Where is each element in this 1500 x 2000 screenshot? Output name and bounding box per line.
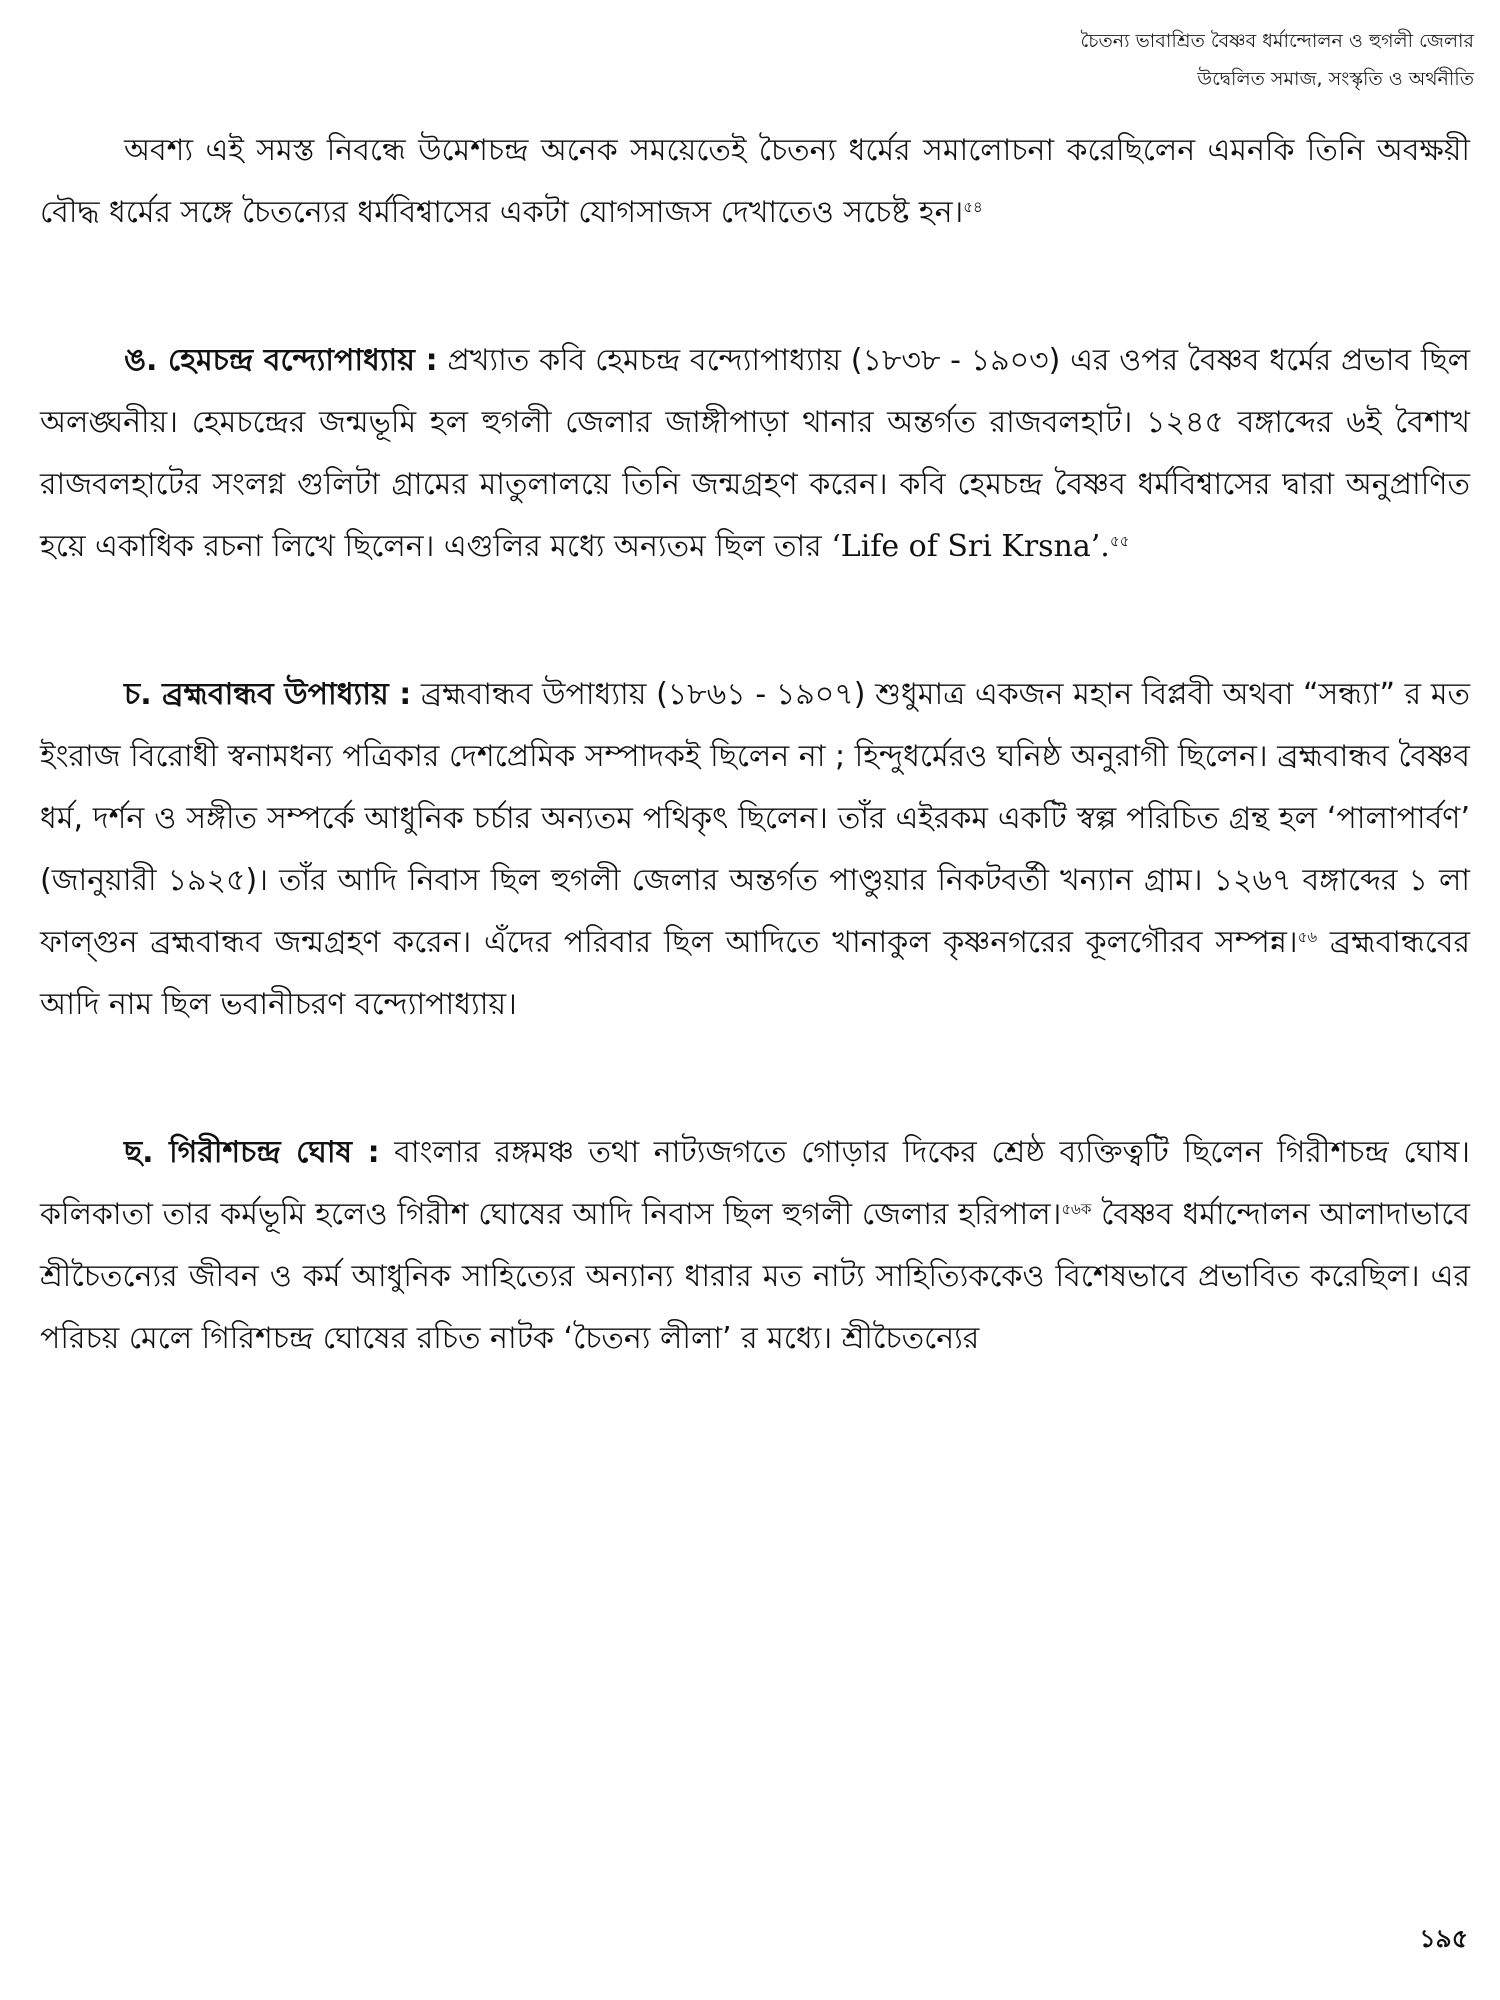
intro-paragraph bbox=[40, 120, 1470, 244]
running-head bbox=[714, 22, 1474, 98]
running-head-line-2: উদ্বেলিত সমাজ, সংস্কৃতি ও অর্থনীতি bbox=[1197, 68, 1474, 90]
footnote-54: ৫৪ bbox=[963, 198, 983, 216]
intro-text: অবশ্য এই সমস্ত নিবন্ধে উমেশচন্দ্র অনেক সময়েতেই চৈতন্য ধর্মের সমালোচনা করেছিলেন এমনকি তিনি অবক্ষয়ী বৌদ্ধ ধর্মের সঙ্গে চৈতন্যের ধর্মবিশ্বাসের একটা যোগসাজস দেখাতেও সচেষ্ট হন। bbox=[40, 133, 1470, 230]
section-heading-hemchandra: ঙ. হেমচন্দ্র বন্দ্যোপাধ্যায় : bbox=[124, 343, 438, 378]
section-girishchandra bbox=[40, 1122, 1470, 1370]
page-number: ১৯৫ bbox=[1419, 1924, 1468, 1953]
section-brahmabandhab bbox=[40, 664, 1470, 1036]
section-girishchandra-text-2: বৈষ্ণব ধর্মান্দোলন আলাদাভাবে শ্রীচৈতন্যের জীবন ও কর্ম আধুনিক সাহিত্যের অন্যান্য ধারার মত নাট্য সাহিত্যিককেও বিশেষভাবে প্রভাবিত করেছিল। এর পরিচয় মেলে গিরিশচন্দ্র ঘোষের রচিত নাটক ‘চৈতন্য লীলা’ র মধ্যে। শ্রীচৈতন্যের bbox=[40, 1197, 1470, 1356]
section-girishchandra-text-1: বাংলার রঙ্গমঞ্চ তথা নাট্যজগতে গোড়ার দিকের শ্রেষ্ঠ ব্যক্তিত্বটি ছিলেন গিরীশচন্দ্র ঘোষ। কলিকাতা তার কর্মভূমি হলেও গিরীশ ঘোষের আদি নিবাস ছিল হুগলী জেলার হরিপাল। bbox=[40, 1135, 1470, 1232]
section-heading-brahmabandhab: চ. ব্রহ্মবান্ধব উপাধ্যায় : bbox=[124, 677, 412, 712]
footnote-55: ৫৫ bbox=[1109, 532, 1130, 550]
section-brahmabandhab-text-2: ব্রহ্মবান্ধবের আদি নাম ছিল ভবানীচরণ বন্দ্যোপাধ্যায়। bbox=[40, 925, 1470, 1022]
section-heading-girishchandra: ছ. গিরীশচন্দ্র ঘোষ : bbox=[124, 1135, 380, 1170]
section-hemchandra bbox=[40, 330, 1470, 578]
running-head-line-1: চৈতন্য ভাবাশ্রিত বৈষ্ণব ধর্মান্দোলন ও হুগলী জেলার bbox=[1080, 30, 1474, 52]
page-body bbox=[40, 120, 1470, 1370]
work-title-life-of-sri-krsna: ‘Life of Sri Krsna’. bbox=[831, 529, 1110, 564]
section-hemchandra-text: প্রখ্যাত কবি হেমচন্দ্র বন্দ্যোপাধ্যায় (১৮৩৮ - ১৯০৩) এর ওপর বৈষ্ণব ধর্মের প্রভাব ছিল অলঙ্ঘনীয়। হেমচন্দ্রের জন্মভূমি হল হুগলী জেলার জাঙ্গীপাড়া থানার অন্তর্গত রাজবলহাট। ১২৪৫ বঙ্গাব্দের ৬ই বৈশাখ রাজবলহাটের সংলগ্ন গুলিটা গ্রামের মাতুলালয়ে তিনি জন্মগ্রহণ করেন। কবি হেমচন্দ্র বৈষ্ণব ধর্মবিশ্বাসের দ্বারা অনুপ্রাণিত হয়ে একাধিক রচনা লিখে ছিলেন। এগুলির মধ্যে অন্যতম ছিল তার bbox=[40, 343, 1470, 564]
section-brahmabandhab-text-1: ব্রহ্মবান্ধব উপাধ্যায় (১৮৬১ - ১৯০৭) শুধুমাত্র একজন মহান বিপ্লবী অথবা “সন্ধ্যা” র মত ইংরাজ বিরোধী স্বনামধন্য পত্রিকার দেশপ্রেমিক সম্পাদকই ছিলেন না ; হিন্দুধর্মেরও ঘনিষ্ঠ অনুরাগী ছিলেন। ব্রহ্মবান্ধব বৈষ্ণব ধর্ম, দর্শন ও সঙ্গীত সম্পর্কে আধুনিক চর্চার অন্যতম পথিকৃৎ ছিলেন। তাঁর এইরকম একটি স্বল্প পরিচিত গ্রন্থ হল ‘পালাপার্বণ’ (জানুয়ারী ১৯২৫)। তাঁর আদি নিবাস ছিল হুগলী জেলার অন্তর্গত পাণ্ডুয়ার নিকটবর্তী খন্যান গ্রাম। ১২৬৭ বঙ্গাব্দের ১ লা ফাল্গুন ব্রহ্মবান্ধব জন্মগ্রহণ করেন। এঁদের পরিবার ছিল আদিতে খানাকুল কৃষ্ণনগরের কূলগৌরব সম্পন্ন। bbox=[40, 677, 1471, 960]
footnote-56k: ৫৬ক bbox=[1061, 1200, 1092, 1218]
footnote-56: ৫৬ bbox=[1297, 928, 1318, 946]
